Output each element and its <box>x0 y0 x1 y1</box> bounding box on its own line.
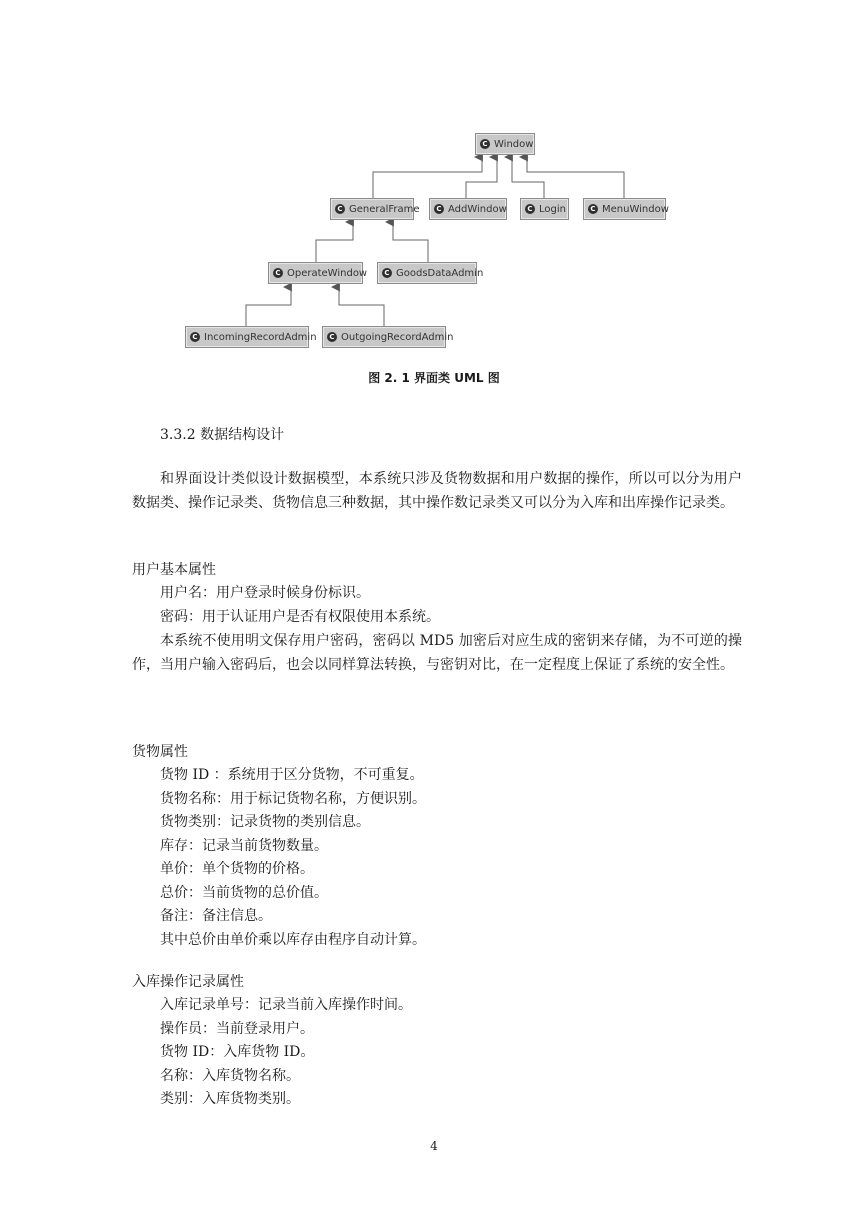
class-icon: C <box>335 204 345 214</box>
class-icon: C <box>190 332 200 342</box>
class-label: MenuWindow <box>602 203 669 215</box>
class-incoming-record-admin <box>185 326 317 348</box>
incoming-attrs-title: 入库操作记录属性 <box>132 974 244 990</box>
class-label: OutgoingRecordAdmin <box>341 331 454 343</box>
inheritance-lines <box>0 0 868 360</box>
goods-attr-item: 货物 ID ：系统用于区分货物，不可重复。 <box>160 767 424 783</box>
class-icon: C <box>434 204 444 214</box>
incoming-attr-item: 操作员：当前登录用户。 <box>160 1021 314 1037</box>
class-label: Window <box>494 138 534 150</box>
goods-attr-item: 备注：备注信息。 <box>160 908 272 924</box>
intro-paragraph <box>132 468 742 515</box>
class-operate-window <box>268 262 368 284</box>
class-label: OperateWindow <box>287 267 368 279</box>
user-attr-item: 密码：用于认证用户是否有权限使用本系统。 <box>160 609 440 625</box>
user-note-paragraph <box>132 630 742 677</box>
class-label: GoodsDataAdmin <box>396 267 484 279</box>
incoming-attr-item: 类别：入库货物类别。 <box>160 1091 300 1107</box>
goods-attr-item: 货物名称：用于标记货物名称，方便识别。 <box>160 791 426 807</box>
class-icon: C <box>382 268 392 278</box>
section-heading: 3.3.2 数据结构设计 <box>160 427 285 443</box>
class-login <box>520 198 569 220</box>
class-label: GeneralFrame <box>349 203 420 215</box>
user-attr-item: 用户名：用户登录时候身份标识。 <box>160 585 370 601</box>
class-goods-data-admin <box>377 262 484 284</box>
incoming-attr-item: 入库记录单号：记录当前入库操作时间。 <box>160 997 412 1013</box>
class-icon: C <box>327 332 337 342</box>
class-window <box>475 133 535 155</box>
incoming-attr-item: 货物 ID：入库货物 ID。 <box>160 1044 315 1060</box>
class-label: IncomingRecordAdmin <box>204 331 317 343</box>
class-label: AddWindow <box>448 203 507 215</box>
goods-attr-item: 单价：单个货物的价格。 <box>160 861 314 877</box>
goods-attr-item: 货物类别：记录货物的类别信息。 <box>160 814 370 830</box>
goods-attr-item: 总价：当前货物的总价值。 <box>160 885 328 901</box>
class-general-frame <box>330 198 420 220</box>
uml-diagram <box>0 0 868 360</box>
class-menu-window <box>583 198 669 220</box>
intro-text: 和界面设计类似设计数据模型，本系统只涉及货物数据和用户数据的操作，所以可以分为用户数据类、操作记录类、货物信息三种数据，其中操作数记录类又可以分为入库和出库操作记录类。 <box>132 471 742 511</box>
class-label: Login <box>539 203 566 215</box>
user-attrs-title: 用户基本属性 <box>132 562 216 578</box>
goods-attr-item: 库存：记录当前货物数量。 <box>160 838 328 854</box>
incoming-attr-item: 名称：入库货物名称。 <box>160 1068 300 1084</box>
goods-attr-item: 其中总价由单价乘以库存由程序自动计算。 <box>160 932 426 948</box>
page-number: 4 <box>430 1139 438 1153</box>
class-add-window <box>429 198 507 220</box>
figure-caption: 图 2. 1 界面类 UML 图 <box>368 371 500 385</box>
class-icon: C <box>525 204 535 214</box>
goods-attrs-title: 货物属性 <box>132 744 188 760</box>
user-note-text: 本系统不使用明文保存用户密码，密码以 MD5 加密后对应生成的密钥来存储，为不可逆的操作，当用户输入密码后，也会以同样算法转换，与密钥对比，在一定程度上保证了系统的安全性。 <box>132 633 742 673</box>
class-icon: C <box>480 139 490 149</box>
class-icon: C <box>273 268 283 278</box>
class-outgoing-record-admin <box>322 326 454 348</box>
class-icon: C <box>588 204 598 214</box>
